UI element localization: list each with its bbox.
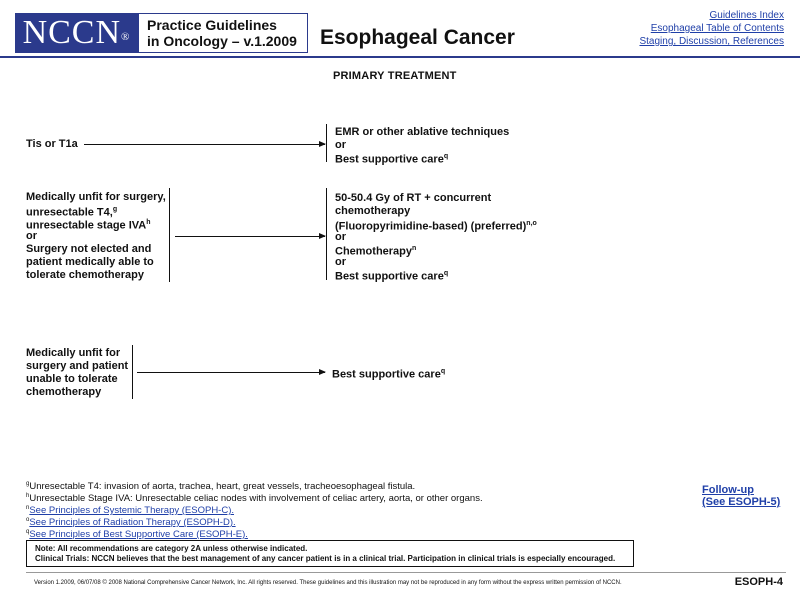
bracket-row2-left (169, 188, 170, 282)
cond3-unable: unable to tolerate (26, 373, 118, 385)
followup-line-1: Follow-up (702, 484, 754, 496)
bracket-row1 (326, 124, 327, 162)
bsc-label: Best supportive care (335, 153, 444, 166)
treatment-or: or (335, 138, 346, 151)
cond-t4-text: unresectable T4, (26, 206, 113, 219)
tx-rt-concurrent: 50-50.4 Gy of RT + concurrent (335, 192, 492, 204)
tx-chemo-alone (335, 243, 416, 258)
treatment-emr: EMR or other ablative techniques (335, 126, 510, 138)
footnote-ref-g: g (112, 206, 118, 213)
nav-links (639, 9, 784, 48)
fn-mark-q: q (26, 529, 30, 535)
registered-mark: ® (121, 31, 131, 43)
guidelines-index-link[interactable]: Guidelines Index (709, 10, 784, 21)
tx-bsc-row3 (332, 366, 445, 381)
note-line-1: Note: All recommendations are category 2A unless otherwise indicated. (35, 544, 308, 553)
radiation-therapy-link[interactable]: See Principles of Radiation Therapy (ESOPH-D). (29, 517, 236, 529)
staging-discussion-link[interactable]: Staging, Discussion, References (639, 36, 784, 47)
tx-or-1: or (335, 231, 346, 243)
footnote-ref-q-row2: q (443, 270, 449, 277)
tx-fluoropyrimidine (335, 218, 537, 233)
arrow-row2 (175, 236, 325, 237)
fn-mark-h: h (26, 493, 30, 499)
systemic-therapy-link[interactable]: See Principles of Systemic Therapy (ESOPH-C). (29, 505, 235, 517)
bracket-row3 (132, 345, 133, 399)
footnote-ref-n-o: n,o (526, 220, 537, 227)
tx-chemo-text: Chemotherapy (335, 245, 413, 258)
copyright-footer: Version 1.2009, 06/07/08 © 2008 National Comprehensive Cancer Network, Inc. All rights reserved. These guidelines and this illustration may not be reproduced in any form without the express written permission of NCCN. (34, 580, 622, 586)
followup-line-2: (See ESOPH-5) (702, 496, 781, 508)
guidelines-line-1: Practice Guidelines (147, 17, 277, 33)
arrow-row1 (84, 144, 325, 145)
footer-divider (26, 572, 786, 573)
note-line-2: Clinical Trials: NCCN believes that the best management of any cancer patient is in a clinical trial. Participation in clinical trials is especially encouraged. (35, 554, 616, 563)
section-title: PRIMARY TREATMENT (333, 70, 457, 82)
cond-or: or (26, 230, 37, 242)
cond3-chemotherapy: chemotherapy (26, 386, 102, 398)
footnote-ref-q: q (443, 153, 449, 160)
cond-iva-text: unresectable stage IVA (26, 219, 147, 232)
cond-unfit-surgery: Medically unfit for surgery, (26, 191, 166, 203)
footnote-ref-q-row3: q (440, 368, 446, 375)
footnote-q (26, 526, 248, 541)
tx-or-2: or (335, 256, 346, 268)
cond3-unfit: Medically unfit for (26, 347, 121, 359)
bsc-label-row2: Best supportive care (335, 270, 444, 283)
guidelines-line-2: in Oncology – v.1.2009 (147, 33, 297, 49)
tx-chemotherapy: chemotherapy (335, 205, 411, 217)
followup-link[interactable] (702, 484, 780, 508)
bracket-row2-right (326, 188, 327, 280)
cond3-surgery-patient: surgery and patient (26, 360, 129, 372)
page-title: Esophageal Cancer (320, 26, 515, 49)
fn-text-h: Unresectable Stage IVA: Unresectable celiac nodes with involvement of celiac artery, aorta, or other organs. (29, 493, 483, 505)
bsc-label-row3: Best supportive care (332, 368, 441, 381)
note-box (26, 540, 634, 567)
supportive-care-link[interactable]: See Principles of Best Supportive Care (ESOPH-E). (29, 529, 248, 541)
footnote-ref-n: n (412, 245, 417, 252)
cond-surgery-not-elected: Surgery not elected and (26, 243, 152, 255)
nccn-logo (15, 13, 138, 53)
fn-mark-n: n (26, 505, 30, 511)
arrow-row3 (137, 372, 325, 373)
header-divider (0, 56, 800, 58)
table-of-contents-link[interactable]: Esophageal Table of Contents (650, 23, 784, 34)
footnote-ref-h: h (146, 219, 151, 226)
fn-text-g: Unresectable T4: invasion of aorta, trachea, heart, great vessels, tracheoesophageal fistula. (29, 481, 416, 493)
cond-tolerate-chemo: tolerate chemotherapy (26, 269, 144, 281)
logo-text: NCCN (22, 14, 122, 51)
cond-unresectable-iva (26, 217, 151, 232)
tx-bsc-row2 (335, 268, 448, 283)
fn-mark-g: g (26, 481, 30, 487)
tx-fluoro-text: (Fluoropyrimidine-based) (preferred) (335, 220, 527, 233)
cond-medically-able: patient medically able to (26, 256, 154, 268)
condition-tis-t1a: Tis or T1a (26, 138, 78, 150)
practice-guidelines-box (138, 13, 308, 53)
fn-mark-o: o (26, 517, 30, 523)
treatment-bsc-row1 (335, 151, 448, 166)
page-id: ESOPH-4 (734, 576, 783, 588)
